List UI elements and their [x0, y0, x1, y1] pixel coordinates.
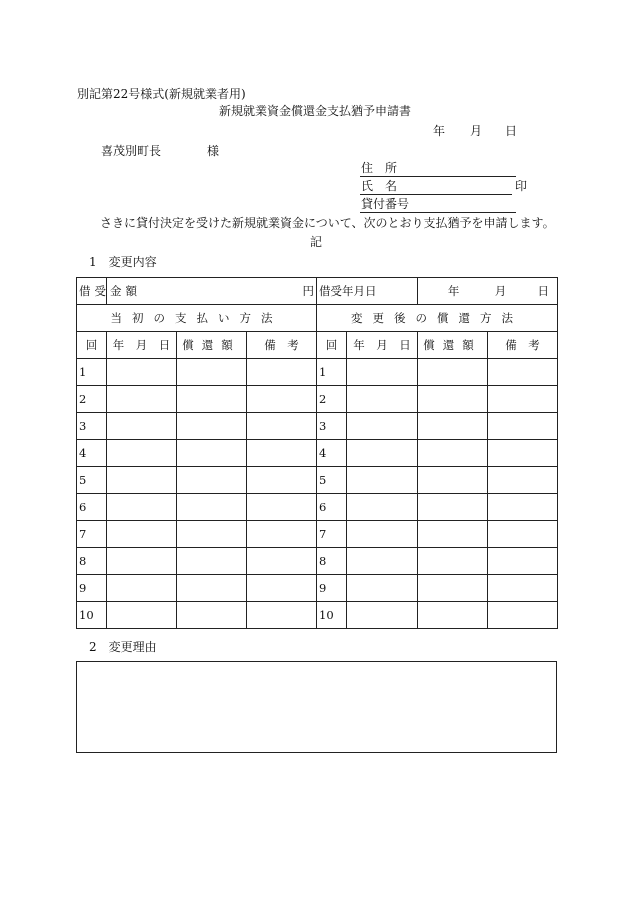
note-cell[interactable] — [247, 359, 317, 386]
amount-cell[interactable] — [177, 467, 247, 494]
honorific: 様 — [207, 144, 220, 158]
date-cell[interactable] — [347, 386, 418, 413]
amount-cell[interactable] — [177, 413, 247, 440]
name-label: 氏 名 — [361, 179, 398, 193]
date-cell[interactable] — [347, 602, 418, 629]
name-line[interactable] — [360, 194, 512, 195]
date-cell[interactable] — [107, 575, 177, 602]
date-cell[interactable] — [347, 521, 418, 548]
col-date-left: 年 月 日 — [107, 332, 177, 359]
date-cell[interactable] — [107, 602, 177, 629]
amount-cell[interactable] — [418, 467, 488, 494]
amount-cell[interactable] — [418, 386, 488, 413]
table-row — [77, 467, 558, 494]
amount-cell[interactable] — [418, 575, 488, 602]
amount-cell[interactable] — [418, 440, 488, 467]
col-amount-left: 償還額 — [182, 338, 241, 352]
table-row — [77, 575, 558, 602]
note-cell[interactable] — [488, 440, 558, 467]
address-label: 住 所 — [361, 161, 398, 175]
date-cell[interactable] — [347, 359, 418, 386]
original-method-header: 当初の支払い方法 — [110, 311, 283, 325]
row-number-right: 5 — [317, 467, 347, 494]
note-cell[interactable] — [247, 413, 317, 440]
amount-cell[interactable] — [418, 548, 488, 575]
amount-cell[interactable] — [177, 386, 247, 413]
loan-date-month: 月 — [494, 284, 507, 298]
row-number-right: 1 — [317, 359, 347, 386]
row-number-right: 10 — [317, 602, 347, 629]
row-number-right: 7 — [317, 521, 347, 548]
note-cell[interactable] — [488, 602, 558, 629]
change-table — [76, 277, 558, 629]
row-number-right: 3 — [317, 413, 347, 440]
note-cell[interactable] — [488, 386, 558, 413]
col-no-left: 回 — [77, 332, 107, 359]
note-cell[interactable] — [247, 467, 317, 494]
date-cell[interactable] — [107, 548, 177, 575]
date-cell[interactable] — [107, 413, 177, 440]
amount-cell[interactable] — [177, 521, 247, 548]
row-number-left: 4 — [77, 440, 107, 467]
row-number-left: 1 — [77, 359, 107, 386]
note-cell[interactable] — [488, 494, 558, 521]
row-number-left: 6 — [77, 494, 107, 521]
note-cell[interactable] — [488, 467, 558, 494]
amount-cell[interactable] — [177, 602, 247, 629]
col-no-right: 回 — [317, 332, 347, 359]
amount-cell[interactable] — [418, 602, 488, 629]
col-amount-right: 償還額 — [423, 338, 482, 352]
date-cell[interactable] — [107, 440, 177, 467]
form-title: 新規就業資金償還金支払猶予申請書 — [219, 104, 412, 118]
table-row — [77, 440, 558, 467]
row-number-right: 4 — [317, 440, 347, 467]
date-cell[interactable] — [107, 521, 177, 548]
loan-amount-label: 借受金額 — [79, 284, 141, 298]
date-cell[interactable] — [347, 548, 418, 575]
note-cell[interactable] — [488, 359, 558, 386]
col-date-right: 年 月 日 — [347, 332, 418, 359]
row-number-left: 10 — [77, 602, 107, 629]
amount-cell[interactable] — [177, 575, 247, 602]
note-cell[interactable] — [247, 494, 317, 521]
date-cell[interactable] — [107, 467, 177, 494]
date-cell[interactable] — [347, 413, 418, 440]
date-cell[interactable] — [107, 359, 177, 386]
table-row — [77, 413, 558, 440]
row-number-left: 8 — [77, 548, 107, 575]
loan-number-line[interactable] — [360, 212, 516, 213]
note-cell[interactable] — [488, 521, 558, 548]
amount-cell[interactable] — [418, 521, 488, 548]
amount-cell[interactable] — [177, 548, 247, 575]
date-year-label: 年 — [433, 124, 446, 138]
table-row — [77, 386, 558, 413]
note-cell[interactable] — [247, 575, 317, 602]
amount-cell[interactable] — [418, 494, 488, 521]
amount-cell[interactable] — [418, 413, 488, 440]
date-cell[interactable] — [347, 575, 418, 602]
addressee: 喜茂別町長 — [101, 144, 162, 158]
ki-label: 記 — [310, 235, 323, 249]
amount-cell[interactable] — [177, 494, 247, 521]
date-cell[interactable] — [347, 467, 418, 494]
row-number-right: 6 — [317, 494, 347, 521]
row-number-right: 8 — [317, 548, 347, 575]
row-number-left: 3 — [77, 413, 107, 440]
table-row — [77, 602, 558, 629]
amount-cell[interactable] — [177, 359, 247, 386]
amount-cell[interactable] — [418, 359, 488, 386]
row-number-right: 2 — [317, 386, 347, 413]
note-cell[interactable] — [488, 413, 558, 440]
date-cell[interactable] — [347, 494, 418, 521]
note-cell[interactable] — [247, 602, 317, 629]
section2-heading: 2 変更理由 — [89, 640, 157, 654]
address-line[interactable] — [360, 176, 516, 177]
reason-textarea[interactable] — [76, 661, 557, 753]
form-number: 別記第22号様式(新規就業者用) — [77, 87, 246, 101]
date-cell[interactable] — [347, 440, 418, 467]
note-cell[interactable] — [247, 440, 317, 467]
date-cell[interactable] — [107, 386, 177, 413]
table-row — [77, 359, 558, 386]
table-row — [77, 521, 558, 548]
changed-method-header: 変更後の償還方法 — [351, 311, 523, 325]
table-row — [77, 548, 558, 575]
note-cell[interactable] — [488, 575, 558, 602]
row-number-right: 9 — [317, 575, 347, 602]
loan-number-label: 貸付番号 — [361, 197, 410, 211]
loan-date-year: 年 — [447, 284, 460, 298]
row-number-left: 5 — [77, 467, 107, 494]
row-number-left: 9 — [77, 575, 107, 602]
yen-label: 円 — [302, 284, 314, 298]
date-month-label: 月 — [470, 124, 483, 138]
note-cell[interactable] — [247, 386, 317, 413]
loan-date-day: 日 — [537, 284, 549, 298]
section1-heading: 1 変更内容 — [89, 255, 157, 269]
table-row — [77, 494, 558, 521]
col-note-left: 備 考 — [247, 332, 317, 359]
loan-date-label: 借受年月日 — [319, 284, 377, 298]
note-cell[interactable] — [247, 521, 317, 548]
amount-cell[interactable] — [177, 440, 247, 467]
body-text: さきに貸付決定を受けた新規就業資金について、次のとおり支払猶予を申請します。 — [100, 216, 555, 230]
date-day-label: 日 — [505, 124, 518, 138]
date-cell[interactable] — [107, 494, 177, 521]
note-cell[interactable] — [488, 548, 558, 575]
row-number-left: 7 — [77, 521, 107, 548]
seal-mark: 印 — [515, 179, 528, 193]
row-number-left: 2 — [77, 386, 107, 413]
note-cell[interactable] — [247, 548, 317, 575]
col-note-right: 備 考 — [488, 332, 558, 359]
